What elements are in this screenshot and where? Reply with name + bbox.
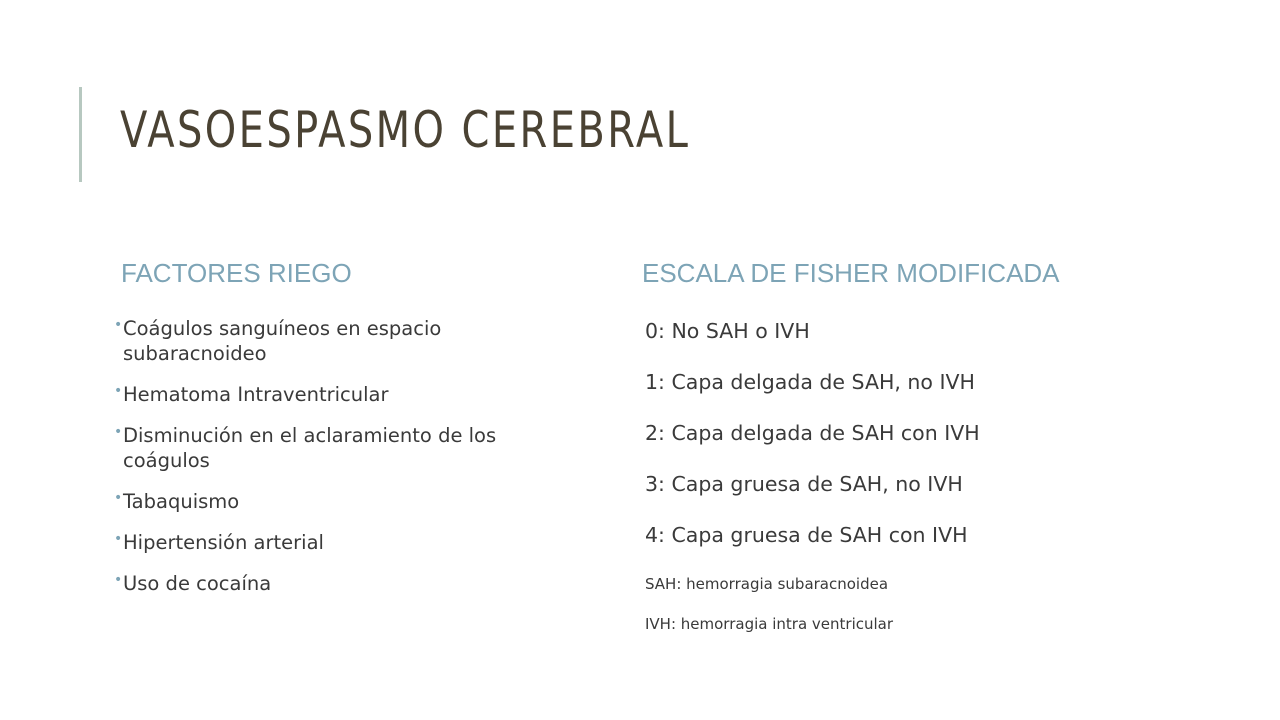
abbreviation-note-ivh: IVH: hemorragia intra ventricular <box>645 615 894 633</box>
list-item <box>114 316 574 366</box>
risk-factors-list <box>114 316 574 612</box>
fisher-grade-3: 3: Capa gruesa de SAH, no IVH <box>645 472 963 496</box>
bullet-icon: • <box>114 424 123 440</box>
list-item-text: Uso de cocaína <box>123 572 272 595</box>
fisher-grade-4: 4: Capa gruesa de SAH con IVH <box>645 523 968 547</box>
bullet-icon: • <box>114 572 123 588</box>
fisher-grade-0: 0: No SAH o IVH <box>645 319 810 343</box>
list-item <box>114 489 574 514</box>
slide-title: VASOESPASMO CEREBRAL <box>120 101 691 159</box>
list-item-text: Hipertensión arterial <box>123 531 324 554</box>
title-accent-bar <box>79 87 82 182</box>
list-item <box>114 571 574 596</box>
list-item <box>114 530 574 555</box>
right-column-heading: ESCALA DE FISHER MODIFICADA <box>642 258 1060 288</box>
bullet-icon: • <box>114 490 123 506</box>
fisher-scale-list <box>645 317 1205 652</box>
list-item <box>114 423 574 473</box>
list-item-text: Coágulos sanguíneos en espacio subaracnoideo <box>123 317 442 365</box>
list-item-text: Hematoma Intraventricular <box>123 383 389 406</box>
bullet-icon: • <box>114 317 123 333</box>
list-item <box>114 382 574 407</box>
list-item-text: Disminución en el aclaramiento de los coágulos <box>123 424 497 472</box>
left-column-heading: FACTORES RIEGO <box>121 258 352 288</box>
bullet-icon: • <box>114 383 123 399</box>
list-item-text: Tabaquismo <box>123 490 240 513</box>
fisher-grade-2: 2: Capa delgada de SAH con IVH <box>645 421 980 445</box>
fisher-grade-1: 1: Capa delgada de SAH, no IVH <box>645 370 975 394</box>
bullet-icon: • <box>114 531 123 547</box>
abbreviation-note-sah: SAH: hemorragia subaracnoidea <box>645 575 889 593</box>
